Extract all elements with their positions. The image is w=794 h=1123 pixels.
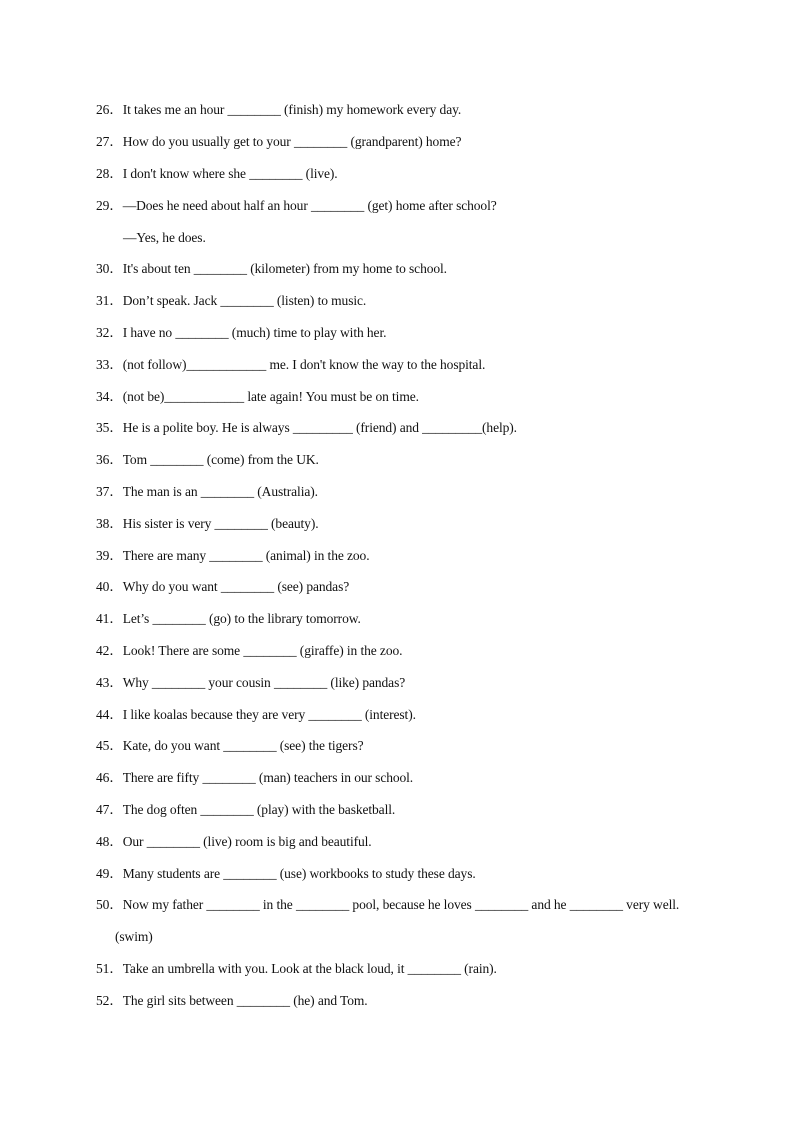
exercise-text: The girl sits between ________ (he) and Tom.: [122, 993, 368, 1008]
exercise-text: Look! There are some ________ (giraffe) in the zoo.: [122, 643, 403, 658]
exercise-text: He is a polite boy. He is always _________ (friend) and _________(help).: [122, 420, 517, 435]
exercise-continuation: —Yes, he does.: [123, 230, 206, 245]
exercise-item: 27．How do you usually get to your ________ (grandparent) home?: [96, 134, 462, 149]
exercise-text: —Does he need about half an hour ________ (get) home after school?: [122, 198, 497, 213]
exercise-number: 44: [96, 707, 110, 722]
exercise-text: It takes me an hour ________ (finish) my homework every day.: [122, 102, 462, 117]
exercise-text: (not be)____________ late again! You must be on time.: [122, 389, 419, 404]
exercise-number: 28: [96, 166, 110, 181]
exercise-item: 47．The dog often ________ (play) with the basketball.: [96, 802, 396, 817]
exercise-number: 37: [96, 484, 110, 499]
exercise-number: 38: [96, 516, 110, 531]
exercise-number: 40: [96, 579, 110, 594]
exercise-number: 42: [96, 643, 110, 658]
exercise-number: 29: [96, 198, 110, 213]
exercise-number: 41: [96, 611, 110, 626]
exercise-number: 39: [96, 548, 110, 563]
exercise-number: 35: [96, 420, 110, 435]
exercise-text: Kate, do you want ________ (see) the tigers?: [122, 738, 364, 753]
exercise-item: 45．Kate, do you want ________ (see) the tigers?: [96, 738, 364, 753]
exercise-number: 27: [96, 134, 110, 149]
exercise-text: It's about ten ________ (kilometer) from my home to school.: [122, 261, 447, 276]
exercise-item: 44．I like koalas because they are very ________ (interest).: [96, 707, 416, 722]
exercise-text: I have no ________ (much) time to play with her.: [122, 325, 387, 340]
exercise-item: 39．There are many ________ (animal) in the zoo.: [96, 548, 370, 563]
exercise-continuation: (swim): [115, 929, 153, 944]
exercise-number: 51: [96, 961, 110, 976]
exercise-number: 26: [96, 102, 110, 117]
exercise-number: 46: [96, 770, 110, 785]
exercise-number: 30: [96, 261, 110, 276]
exercise-number: 45: [96, 738, 110, 753]
exercise-item: 50．Now my father ________ in the ________ pool, because he loves ________ and he ________ very well.: [96, 897, 680, 912]
exercise-item: 37．The man is an ________ (Australia).: [96, 484, 318, 499]
exercise-item: 38．His sister is very ________ (beauty).: [96, 516, 319, 531]
exercise-text: There are fifty ________ (man) teachers in our school.: [122, 770, 414, 785]
exercise-item: 26．It takes me an hour ________ (finish) my homework every day.: [96, 102, 462, 117]
exercise-text: Our ________ (live) room is big and beautiful.: [122, 834, 372, 849]
exercise-item: 40．Why do you want ________ (see) pandas?: [96, 579, 350, 594]
exercise-item: 33．(not follow)____________ me. I don't know the way to the hospital.: [96, 357, 486, 372]
exercise-text: The man is an ________ (Australia).: [122, 484, 318, 499]
exercise-item: 42．Look! There are some ________ (giraffe) in the zoo.: [96, 643, 403, 658]
exercise-item: 46．There are fifty ________ (man) teachers in our school.: [96, 770, 414, 785]
exercise-text: I like koalas because they are very ________ (interest).: [122, 707, 416, 722]
exercise-item: 30．It's about ten ________ (kilometer) from my home to school.: [96, 261, 447, 276]
exercise-text: How do you usually get to your ________ (grandparent) home?: [122, 134, 462, 149]
exercise-item: 36．Tom ________ (come) from the UK.: [96, 452, 319, 467]
exercise-text: Take an umbrella with you. Look at the black loud, it ________ (rain).: [122, 961, 497, 976]
exercise-number: 31: [96, 293, 110, 308]
exercise-item: 31．Don’t speak. Jack ________ (listen) to music.: [96, 293, 367, 308]
exercise-number: 34: [96, 389, 110, 404]
exercise-item: 51．Take an umbrella with you. Look at the black loud, it ________ (rain).: [96, 961, 497, 976]
exercise-text: Don’t speak. Jack ________ (listen) to music.: [122, 293, 367, 308]
exercise-number: 47: [96, 802, 110, 817]
exercise-text: (not follow)____________ me. I don't know the way to the hospital.: [122, 357, 486, 372]
exercise-item: 32．I have no ________ (much) time to play with her.: [96, 325, 387, 340]
exercise-text: The dog often ________ (play) with the basketball.: [122, 802, 396, 817]
exercise-number: 43: [96, 675, 110, 690]
exercise-text: Now my father ________ in the ________ pool, because he loves ________ and he ________ very well.: [122, 897, 680, 912]
exercise-item: 43．Why ________ your cousin ________ (like) pandas?: [96, 675, 406, 690]
exercise-item: 52．The girl sits between ________ (he) and Tom.: [96, 993, 368, 1008]
exercise-item: 29．—Does he need about half an hour ________ (get) home after school?: [96, 198, 497, 213]
exercise-number: 52: [96, 993, 110, 1008]
exercise-text: Why ________ your cousin ________ (like) pandas?: [122, 675, 406, 690]
exercise-item: 41．Let’s ________ (go) to the library tomorrow.: [96, 611, 361, 626]
exercise-number: 33: [96, 357, 110, 372]
exercise-item: 49．Many students are ________ (use) workbooks to study these days.: [96, 866, 476, 881]
exercise-text: There are many ________ (animal) in the zoo.: [122, 548, 370, 563]
exercise-number: 36: [96, 452, 110, 467]
exercise-number: 50: [96, 897, 110, 912]
exercise-text: His sister is very ________ (beauty).: [122, 516, 319, 531]
exercise-text: Tom ________ (come) from the UK.: [122, 452, 319, 467]
exercise-item: 48．Our ________ (live) room is big and beautiful.: [96, 834, 372, 849]
exercise-number: 32: [96, 325, 110, 340]
exercise-number: 49: [96, 866, 110, 881]
exercise-text: Why do you want ________ (see) pandas?: [122, 579, 350, 594]
exercise-item: 28．I don't know where she ________ (live).: [96, 166, 338, 181]
exercise-item: 35．He is a polite boy. He is always _________ (friend) and _________(help).: [96, 420, 517, 435]
exercise-item: 34．(not be)____________ late again! You must be on time.: [96, 389, 419, 404]
exercise-text: Many students are ________ (use) workbooks to study these days.: [122, 866, 476, 881]
exercise-text: I don't know where she ________ (live).: [122, 166, 338, 181]
exercise-number: 48: [96, 834, 110, 849]
exercise-text: Let’s ________ (go) to the library tomorrow.: [122, 611, 361, 626]
